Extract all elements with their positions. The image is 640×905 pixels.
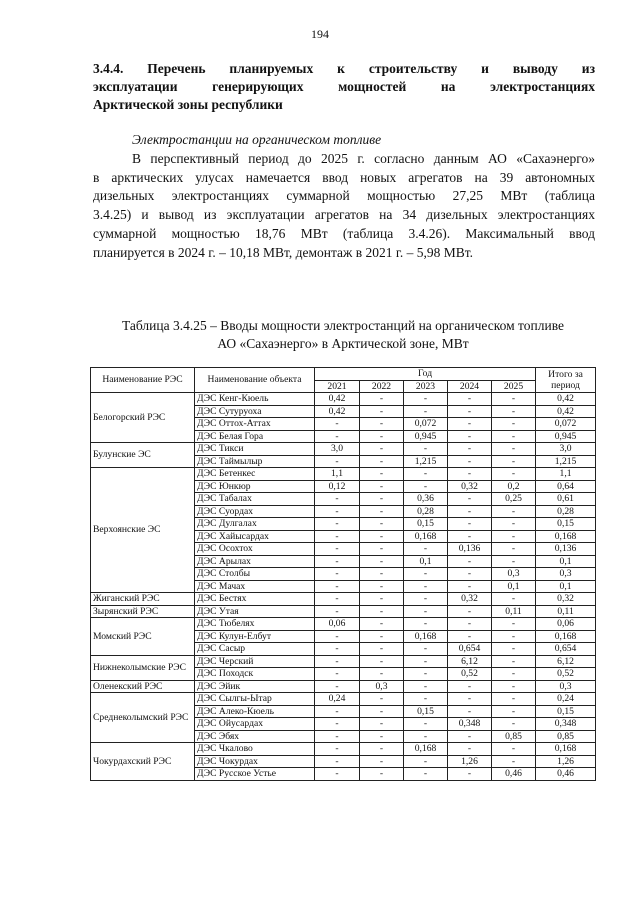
year-value-cell: - bbox=[448, 680, 492, 693]
year-value-cell: - bbox=[448, 455, 492, 468]
year-value-cell: - bbox=[360, 530, 404, 543]
object-name-cell: ДЭС Черский bbox=[195, 655, 315, 668]
year-value-cell: - bbox=[404, 393, 448, 406]
year-value-cell: - bbox=[360, 730, 404, 743]
table-caption-line: АО «Сахаэнерго» в Арктической зоне, МВт bbox=[217, 336, 469, 351]
table-row bbox=[91, 680, 596, 693]
table-row bbox=[91, 393, 596, 406]
year-value-cell: - bbox=[492, 618, 536, 631]
year-value-cell: - bbox=[315, 505, 360, 518]
year-value-cell: - bbox=[315, 593, 360, 606]
table-body bbox=[91, 393, 596, 781]
year-value-cell: - bbox=[492, 718, 536, 731]
table-header-row bbox=[91, 368, 596, 381]
year-value-cell: - bbox=[492, 655, 536, 668]
total-value-cell: 0,06 bbox=[536, 618, 596, 631]
section-title-line: Арктической зоны республики bbox=[93, 97, 283, 112]
year-value-cell: - bbox=[448, 493, 492, 506]
year-value-cell: - bbox=[315, 768, 360, 781]
total-value-cell: 0,32 bbox=[536, 593, 596, 606]
year-value-cell: 0,32 bbox=[448, 593, 492, 606]
object-name-cell: ДЭС Кенг-Кюель bbox=[195, 393, 315, 406]
year-value-cell: - bbox=[315, 730, 360, 743]
year-value-cell: 0,28 bbox=[404, 505, 448, 518]
year-value-cell: - bbox=[448, 605, 492, 618]
year-value-cell: - bbox=[492, 430, 536, 443]
object-name-cell: ДЭС Белая Гора bbox=[195, 430, 315, 443]
object-name-cell: ДЭС Суордах bbox=[195, 505, 315, 518]
year-value-cell: - bbox=[404, 580, 448, 593]
object-name-cell: ДЭС Сутуруоха bbox=[195, 405, 315, 418]
year-value-cell: - bbox=[360, 493, 404, 506]
total-value-cell: 0,3 bbox=[536, 680, 596, 693]
year-value-cell: - bbox=[404, 655, 448, 668]
object-name-cell: ДЭС Чокурдах bbox=[195, 755, 315, 768]
year-value-cell: - bbox=[315, 518, 360, 531]
object-name-cell: ДЭС Табалах bbox=[195, 493, 315, 506]
object-name-cell: ДЭС Кулун-Елбут bbox=[195, 630, 315, 643]
year-value-cell: 0,24 bbox=[315, 693, 360, 706]
total-value-cell: 0,24 bbox=[536, 693, 596, 706]
year-value-cell: - bbox=[448, 518, 492, 531]
year-value-cell: - bbox=[448, 580, 492, 593]
year-value-cell: - bbox=[448, 418, 492, 431]
year-value-cell: 0,42 bbox=[315, 405, 360, 418]
year-value-cell: - bbox=[448, 405, 492, 418]
year-value-cell: - bbox=[492, 443, 536, 456]
year-value-cell: - bbox=[404, 543, 448, 556]
year-value-cell: 0,3 bbox=[360, 680, 404, 693]
year-value-cell: - bbox=[492, 680, 536, 693]
total-value-cell: 1,26 bbox=[536, 755, 596, 768]
total-value-cell: 0,3 bbox=[536, 568, 596, 581]
year-value-cell: - bbox=[360, 480, 404, 493]
year-value-cell: - bbox=[492, 530, 536, 543]
year-value-cell: 0,348 bbox=[448, 718, 492, 731]
year-value-cell: - bbox=[492, 393, 536, 406]
year-value-cell: - bbox=[492, 418, 536, 431]
total-value-cell: 0,072 bbox=[536, 418, 596, 431]
year-value-cell: - bbox=[315, 580, 360, 593]
object-name-cell: ДЭС Тюбелях bbox=[195, 618, 315, 631]
year-value-cell: 0,12 bbox=[315, 480, 360, 493]
table-row bbox=[91, 743, 596, 756]
year-value-cell: - bbox=[492, 643, 536, 656]
year-value-cell: - bbox=[448, 505, 492, 518]
year-value-cell: - bbox=[315, 680, 360, 693]
year-value-cell: - bbox=[360, 505, 404, 518]
year-value-cell: 0,654 bbox=[448, 643, 492, 656]
year-value-cell: - bbox=[315, 605, 360, 618]
object-name-cell: ДЭС Походск bbox=[195, 668, 315, 681]
paragraph-line: планируется в 2024 г. – 10,18 МВт, демонтаж в 2021 г. – 5,98 МВт. bbox=[93, 244, 474, 260]
year-value-cell: - bbox=[315, 543, 360, 556]
year-value-cell: - bbox=[404, 618, 448, 631]
body-paragraph bbox=[93, 150, 595, 262]
year-value-cell: 0,85 bbox=[492, 730, 536, 743]
total-value-cell: 0,168 bbox=[536, 743, 596, 756]
total-value-cell: 0,46 bbox=[536, 768, 596, 781]
total-value-cell: 0,168 bbox=[536, 530, 596, 543]
object-name-cell: ДЭС Столбы bbox=[195, 568, 315, 581]
year-value-cell: - bbox=[492, 705, 536, 718]
total-value-cell: 1,1 bbox=[536, 468, 596, 481]
section-title-line: эксплуатации генерирующих мощностей на электростанциях bbox=[93, 79, 595, 94]
object-name-cell: ДЭС Бетенкес bbox=[195, 468, 315, 481]
table-caption-line: Таблица 3.4.25 – Вводы мощности электростанций на органическом топливе bbox=[122, 318, 564, 333]
total-value-cell: 0,15 bbox=[536, 518, 596, 531]
year-value-cell: - bbox=[492, 518, 536, 531]
year-value-cell: - bbox=[448, 530, 492, 543]
header-total: Итого за период bbox=[536, 368, 596, 393]
year-value-cell: - bbox=[360, 418, 404, 431]
total-value-cell: 0,85 bbox=[536, 730, 596, 743]
year-value-cell: - bbox=[492, 693, 536, 706]
year-value-cell: - bbox=[448, 430, 492, 443]
table-row bbox=[91, 593, 596, 606]
res-name-cell: Чокурдахский РЭС bbox=[91, 743, 195, 781]
year-value-cell: - bbox=[360, 755, 404, 768]
object-name-cell: ДЭС Утая bbox=[195, 605, 315, 618]
year-value-cell: - bbox=[448, 393, 492, 406]
object-name-cell: ДЭС Ойусардах bbox=[195, 718, 315, 731]
object-name-cell: ДЭС Мачах bbox=[195, 580, 315, 593]
total-value-cell: 0,61 bbox=[536, 493, 596, 506]
year-value-cell: - bbox=[404, 755, 448, 768]
year-value-cell: 0,072 bbox=[404, 418, 448, 431]
capacity-table bbox=[90, 367, 596, 781]
year-value-cell: - bbox=[492, 555, 536, 568]
year-value-cell: 6,12 bbox=[448, 655, 492, 668]
total-value-cell: 0,28 bbox=[536, 505, 596, 518]
year-value-cell: 1,215 bbox=[404, 455, 448, 468]
year-value-cell: - bbox=[492, 543, 536, 556]
year-value-cell: - bbox=[360, 718, 404, 731]
year-value-cell: - bbox=[360, 668, 404, 681]
year-value-cell: - bbox=[448, 705, 492, 718]
year-value-cell: - bbox=[404, 480, 448, 493]
table-row bbox=[91, 443, 596, 456]
section-title-line: 3.4.4. Перечень планируемых к строительству и выводу из bbox=[93, 61, 595, 76]
year-value-cell: 0,15 bbox=[404, 705, 448, 718]
year-value-cell: - bbox=[492, 405, 536, 418]
paragraph-line: в арктических улусах намечается ввод новых агрегатов на 39 автономных bbox=[93, 169, 595, 185]
year-header-cell: 2023 bbox=[404, 380, 448, 393]
year-value-cell: - bbox=[360, 705, 404, 718]
year-value-cell: - bbox=[315, 668, 360, 681]
total-value-cell: 0,654 bbox=[536, 643, 596, 656]
year-value-cell: - bbox=[492, 593, 536, 606]
year-value-cell: - bbox=[315, 568, 360, 581]
header-res: Наименование РЭС bbox=[91, 368, 195, 393]
year-value-cell: - bbox=[360, 543, 404, 556]
year-value-cell: - bbox=[360, 693, 404, 706]
object-name-cell: ДЭС Юнкюр bbox=[195, 480, 315, 493]
year-value-cell: 0,3 bbox=[492, 568, 536, 581]
subheading: Электростанции на органическом топливе bbox=[132, 132, 382, 147]
object-name-cell: ДЭС Оттох-Аттах bbox=[195, 418, 315, 431]
object-name-cell: ДЭС Эйик bbox=[195, 680, 315, 693]
year-value-cell: 0,2 bbox=[492, 480, 536, 493]
year-header-cell: 2021 bbox=[315, 380, 360, 393]
year-value-cell: - bbox=[448, 693, 492, 706]
total-value-cell: 0,11 bbox=[536, 605, 596, 618]
year-value-cell: - bbox=[448, 555, 492, 568]
object-name-cell: ДЭС Алеко-Кюель bbox=[195, 705, 315, 718]
year-value-cell: 0,945 bbox=[404, 430, 448, 443]
object-name-cell: ДЭС Сылгы-Ытар bbox=[195, 693, 315, 706]
year-value-cell: - bbox=[315, 555, 360, 568]
year-header-cell: 2022 bbox=[360, 380, 404, 393]
year-value-cell: 0,15 bbox=[404, 518, 448, 531]
year-value-cell: - bbox=[360, 743, 404, 756]
object-name-cell: ДЭС Арылах bbox=[195, 555, 315, 568]
table-row bbox=[91, 468, 596, 481]
year-value-cell: 0,46 bbox=[492, 768, 536, 781]
year-value-cell: - bbox=[448, 768, 492, 781]
total-value-cell: 3,0 bbox=[536, 443, 596, 456]
total-value-cell: 0,52 bbox=[536, 668, 596, 681]
res-name-cell: Момский РЭС bbox=[91, 618, 195, 656]
year-value-cell: - bbox=[448, 730, 492, 743]
paragraph-line: В перспективный период до 2025 г. согласно данным АО «Сахаэнерго» bbox=[132, 151, 595, 166]
object-name-cell: ДЭС Осохтох bbox=[195, 543, 315, 556]
year-value-cell: - bbox=[360, 655, 404, 668]
object-name-cell: ДЭС Бестях bbox=[195, 593, 315, 606]
header-object: Наименование объекта bbox=[195, 368, 315, 393]
res-name-cell: Зырянский РЭС bbox=[91, 605, 195, 618]
total-value-cell: 0,15 bbox=[536, 705, 596, 718]
year-value-cell: - bbox=[315, 755, 360, 768]
year-value-cell: - bbox=[448, 568, 492, 581]
year-value-cell: 0,32 bbox=[448, 480, 492, 493]
year-value-cell: - bbox=[315, 643, 360, 656]
year-value-cell: - bbox=[315, 718, 360, 731]
year-value-cell: 0,42 bbox=[315, 393, 360, 406]
total-value-cell: 0,64 bbox=[536, 480, 596, 493]
year-value-cell: 3,0 bbox=[315, 443, 360, 456]
year-value-cell: - bbox=[315, 530, 360, 543]
year-value-cell: 1,26 bbox=[448, 755, 492, 768]
table-row bbox=[91, 693, 596, 706]
year-value-cell: 0,168 bbox=[404, 530, 448, 543]
res-name-cell: Среднеколымский РЭС bbox=[91, 693, 195, 743]
year-value-cell: - bbox=[404, 680, 448, 693]
year-value-cell: - bbox=[360, 555, 404, 568]
header-year: Год bbox=[315, 368, 536, 381]
year-value-cell: - bbox=[360, 405, 404, 418]
year-value-cell: 0,52 bbox=[448, 668, 492, 681]
year-value-cell: - bbox=[360, 455, 404, 468]
year-value-cell: - bbox=[404, 668, 448, 681]
res-name-cell: Верхоянские ЭС bbox=[91, 468, 195, 593]
total-value-cell: 0,1 bbox=[536, 555, 596, 568]
year-value-cell: - bbox=[404, 443, 448, 456]
year-value-cell: - bbox=[492, 505, 536, 518]
total-value-cell: 0,348 bbox=[536, 718, 596, 731]
year-value-cell: - bbox=[492, 630, 536, 643]
year-value-cell: 0,06 bbox=[315, 618, 360, 631]
year-value-cell: - bbox=[315, 705, 360, 718]
year-value-cell: - bbox=[404, 730, 448, 743]
year-value-cell: - bbox=[448, 743, 492, 756]
year-value-cell: - bbox=[360, 593, 404, 606]
year-value-cell: 0,168 bbox=[404, 743, 448, 756]
object-name-cell: ДЭС Сасыр bbox=[195, 643, 315, 656]
year-value-cell: 0,1 bbox=[492, 580, 536, 593]
year-value-cell: 0,136 bbox=[448, 543, 492, 556]
object-name-cell: ДЭС Хайысардах bbox=[195, 530, 315, 543]
year-value-cell: - bbox=[404, 568, 448, 581]
year-header-cell: 2025 bbox=[492, 380, 536, 393]
paragraph-line: 3.4.25) и вывод из эксплуатации агрегатов на 34 дизельных электростанциях bbox=[93, 207, 595, 223]
res-name-cell: Жиганский РЭС bbox=[91, 593, 195, 606]
object-name-cell: ДЭС Чкалово bbox=[195, 743, 315, 756]
year-value-cell: 0,25 bbox=[492, 493, 536, 506]
object-name-cell: ДЭС Тикси bbox=[195, 443, 315, 456]
year-value-cell: - bbox=[360, 443, 404, 456]
res-name-cell: Оленекский РЭС bbox=[91, 680, 195, 693]
object-name-cell: ДЭС Дулгалах bbox=[195, 518, 315, 531]
year-value-cell: - bbox=[448, 443, 492, 456]
year-value-cell: - bbox=[360, 768, 404, 781]
year-value-cell: 0,168 bbox=[404, 630, 448, 643]
table-row bbox=[91, 655, 596, 668]
year-value-cell: - bbox=[360, 618, 404, 631]
res-name-cell: Нижнеколымские РЭС bbox=[91, 655, 195, 680]
res-name-cell: Булунские ЭС bbox=[91, 443, 195, 468]
year-value-cell: 0,11 bbox=[492, 605, 536, 618]
year-header-cell: 2024 bbox=[448, 380, 492, 393]
total-value-cell: 0,42 bbox=[536, 405, 596, 418]
year-value-cell: 0,36 bbox=[404, 493, 448, 506]
paragraph-line: суммарной мощностью 18,76 МВт (таблица 3.4.26). Максимальный ввод bbox=[93, 225, 595, 241]
year-value-cell: - bbox=[404, 405, 448, 418]
year-value-cell: - bbox=[360, 605, 404, 618]
year-value-cell: - bbox=[360, 580, 404, 593]
res-name-cell: Белогорский РЭС bbox=[91, 393, 195, 443]
total-value-cell: 0,1 bbox=[536, 580, 596, 593]
table-row bbox=[91, 618, 596, 631]
year-value-cell: - bbox=[404, 768, 448, 781]
total-value-cell: 0,168 bbox=[536, 630, 596, 643]
object-name-cell: ДЭС Эбях bbox=[195, 730, 315, 743]
year-value-cell: - bbox=[360, 643, 404, 656]
year-value-cell: - bbox=[448, 468, 492, 481]
year-value-cell: - bbox=[315, 743, 360, 756]
year-value-cell: - bbox=[448, 630, 492, 643]
total-value-cell: 0,945 bbox=[536, 430, 596, 443]
year-value-cell: - bbox=[360, 518, 404, 531]
year-value-cell: - bbox=[360, 568, 404, 581]
table-row bbox=[91, 605, 596, 618]
paragraph-line: дизельных электростанциях суммарной мощностью 27,25 МВт (таблица bbox=[93, 188, 595, 204]
year-value-cell: - bbox=[492, 455, 536, 468]
year-value-cell: - bbox=[360, 393, 404, 406]
year-value-cell: - bbox=[315, 630, 360, 643]
year-value-cell: - bbox=[315, 455, 360, 468]
year-value-cell: - bbox=[404, 468, 448, 481]
year-value-cell: - bbox=[360, 430, 404, 443]
year-value-cell: - bbox=[315, 493, 360, 506]
object-name-cell: ДЭС Таймылыр bbox=[195, 455, 315, 468]
year-value-cell: - bbox=[404, 718, 448, 731]
year-value-cell: - bbox=[492, 743, 536, 756]
year-value-cell: - bbox=[315, 418, 360, 431]
year-value-cell: - bbox=[360, 630, 404, 643]
year-value-cell: - bbox=[492, 668, 536, 681]
year-value-cell: - bbox=[404, 605, 448, 618]
year-value-cell: - bbox=[404, 693, 448, 706]
page-number: 194 bbox=[311, 27, 329, 41]
year-value-cell: 0,1 bbox=[404, 555, 448, 568]
year-value-cell: - bbox=[315, 430, 360, 443]
object-name-cell: ДЭС Русское Устье bbox=[195, 768, 315, 781]
year-value-cell: - bbox=[448, 618, 492, 631]
year-value-cell: - bbox=[404, 643, 448, 656]
year-value-cell: - bbox=[315, 655, 360, 668]
total-value-cell: 6,12 bbox=[536, 655, 596, 668]
year-value-cell: 1,1 bbox=[315, 468, 360, 481]
section-title bbox=[93, 60, 595, 114]
table-caption bbox=[70, 317, 616, 353]
year-value-cell: - bbox=[492, 468, 536, 481]
total-value-cell: 0,42 bbox=[536, 393, 596, 406]
total-value-cell: 0,136 bbox=[536, 543, 596, 556]
total-value-cell: 1,215 bbox=[536, 455, 596, 468]
year-value-cell: - bbox=[360, 468, 404, 481]
year-value-cell: - bbox=[404, 593, 448, 606]
year-value-cell: - bbox=[492, 755, 536, 768]
